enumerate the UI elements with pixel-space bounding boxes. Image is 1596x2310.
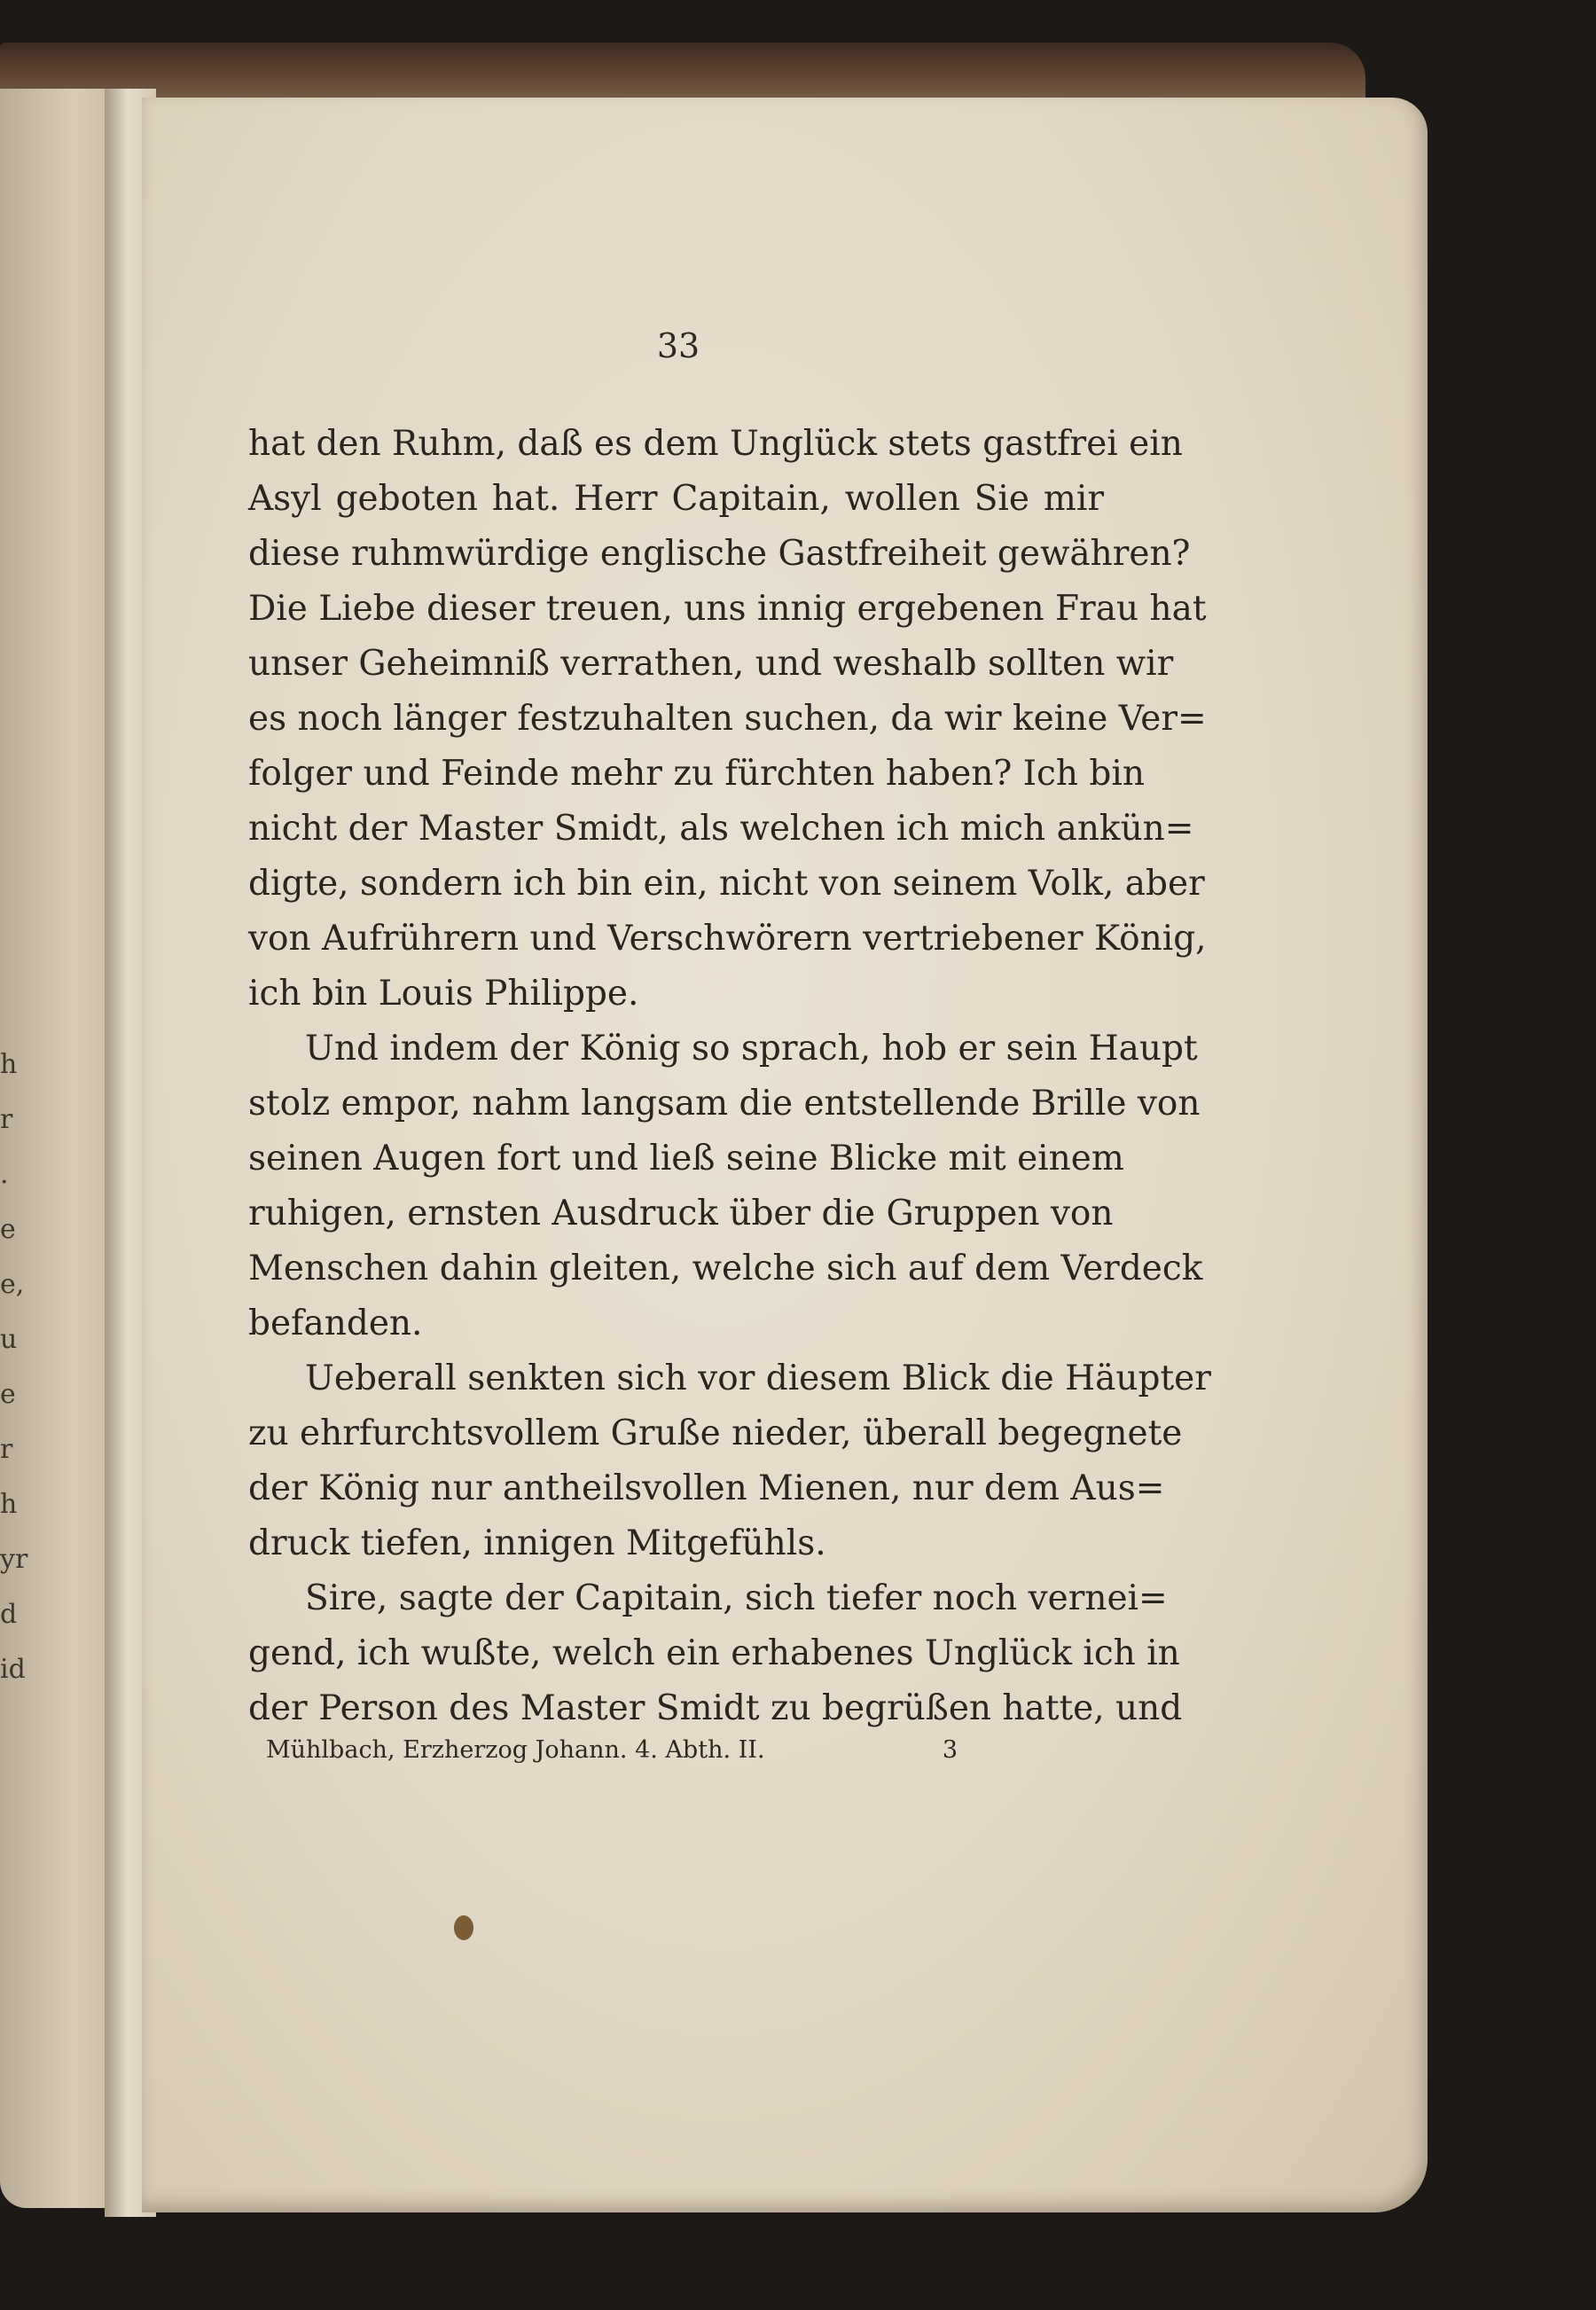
page-footer xyxy=(266,1736,958,1775)
text-line: gend, ich wußte, welch ein erhabenes Unglück ich in xyxy=(248,1633,1180,1673)
left-glyph: id xyxy=(0,1654,26,1685)
footer-signature: Mühlbach, Erzherzog Johann. 4. Abth. II. xyxy=(266,1736,765,1764)
text-line: seinen Augen fort und ließ seine Blicke mit einem xyxy=(248,1139,1124,1178)
text-line: zu ehrfurchtsvollem Gruße nieder, überall begegnete xyxy=(248,1413,1183,1453)
left-glyph: h xyxy=(0,1049,18,1080)
paper-stain xyxy=(454,1915,473,1940)
left-glyph: u xyxy=(0,1324,18,1355)
text-line: der König nur antheilsvollen Mienen, nur dem Aus= xyxy=(248,1468,1165,1508)
left-glyph: d xyxy=(0,1599,18,1630)
text-line: befanden. xyxy=(248,1304,423,1343)
book-spine-edge xyxy=(0,43,1365,105)
left-glyph: e, xyxy=(0,1269,25,1300)
left-glyph: h xyxy=(0,1489,18,1520)
text-line: von Aufrührern und Verschwörern vertriebener König, xyxy=(248,919,1207,959)
text-line: diese ruhmwürdige englische Gastfreiheit gewähren? xyxy=(248,534,1191,574)
sheet-number: 3 xyxy=(942,1736,958,1764)
body-text xyxy=(248,417,1211,1736)
text-line: nicht der Master Smidt, als welchen ich mich ankün= xyxy=(248,809,1194,849)
left-glyph: e xyxy=(0,1214,16,1245)
text-line: unser Geheimniß verrathen, und weshalb sollten wir xyxy=(248,644,1174,684)
left-glyph: e xyxy=(0,1379,16,1410)
left-page-cut-text xyxy=(0,1038,27,1697)
text-line: druck tiefen, innigen Mitgefühls. xyxy=(248,1523,826,1563)
text-line: Ueberall senkten sich vor diesem Blick die Häupter xyxy=(305,1359,1211,1398)
text-line: Menschen dahin gleiten, welche sich auf dem Verdeck xyxy=(248,1249,1203,1288)
text-line: Und indem der König so sprach, hob er sein Haupt xyxy=(305,1029,1198,1069)
text-line: folger und Feinde mehr zu fürchten haben? Ich bin xyxy=(248,754,1145,794)
left-glyph: yr xyxy=(0,1544,28,1575)
left-glyph: . xyxy=(0,1159,9,1190)
text-line: hat den Ruhm, daß es dem Unglück stets gastfrei ein xyxy=(248,424,1183,464)
left-glyph: r xyxy=(0,1104,13,1135)
text-line: Die Liebe dieser treuen, uns innig ergebenen Frau hat xyxy=(248,589,1207,629)
page-number: 33 xyxy=(656,326,700,365)
left-glyph: r xyxy=(0,1434,13,1465)
text-line: stolz empor, nahm langsam die entstellende Brille von xyxy=(248,1084,1201,1124)
text-line: Sire, sagte der Capitain, sich tiefer noch vernei= xyxy=(305,1578,1168,1618)
text-line: der Person des Master Smidt zu begrüßen hatte, und xyxy=(248,1688,1183,1728)
text-line: digte, sondern ich bin ein, nicht von seinem Volk, aber xyxy=(248,864,1205,904)
text-line: ruhigen, ernsten Ausdruck über die Gruppen von xyxy=(248,1194,1114,1233)
text-line: ich bin Louis Philippe. xyxy=(248,974,639,1014)
text-line: Asyl geboten hat. Herr Capitain, wollen Sie mir xyxy=(248,479,1104,519)
text-line: es noch länger festzuhalten suchen, da wir keine Ver= xyxy=(248,699,1207,739)
